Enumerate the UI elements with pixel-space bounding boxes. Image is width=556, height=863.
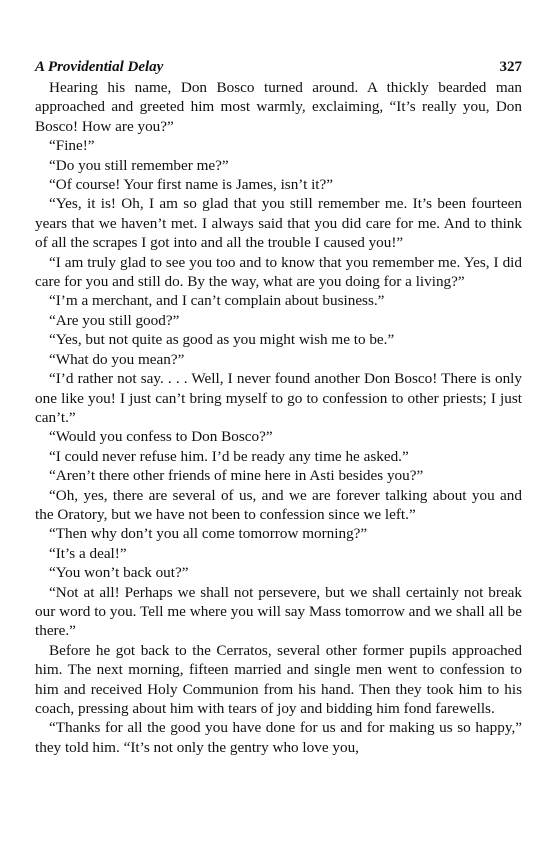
paragraph: “Do you still remember me?” bbox=[49, 156, 229, 174]
paragraph: “I’m a merchant, and I can’t complain about business.” bbox=[49, 292, 385, 310]
paragraph: “Fine!” bbox=[49, 137, 95, 155]
page-number: 327 bbox=[499, 59, 522, 75]
paragraph: Hearing his name, Don Bosco turned around. A thickly bearded man approached and greeted him most warmly, exclaiming, “It’s really you, Don Bosco! How are you?” bbox=[35, 79, 522, 135]
paragraph: “Thanks for all the good you have done for us and for making us so happy,” they told him. “It’s not only the gentry who love you, bbox=[35, 719, 522, 756]
paragraph: “Oh, yes, there are several of us, and we are forever talking about you and the Oratory, but we have not been to confession since we left.” bbox=[35, 486, 522, 523]
paragraph: “I could never refuse him. I’d be ready any time he asked.” bbox=[49, 447, 409, 465]
paragraph: “It’s a deal!” bbox=[49, 544, 127, 562]
paragraph: “Are you still good?” bbox=[49, 311, 180, 329]
book-page bbox=[35, 56, 522, 757]
paragraph: “Would you confess to Don Bosco?” bbox=[49, 428, 273, 446]
paragraph: “Yes, it is! Oh, I am so glad that you still remember me. It’s been fourteen years that we haven’t met. I always said that you did care for me. And to think of all the scrapes I got into and all the trouble I caused you!” bbox=[35, 195, 522, 252]
chapter-title: A Providential Delay bbox=[35, 59, 164, 75]
paragraph: “You won’t back out?” bbox=[49, 564, 189, 582]
paragraph: “Of course! Your first name is James, isn’t it?” bbox=[49, 176, 334, 194]
paragraph: “Aren’t there other friends of mine here in Asti besides you?” bbox=[49, 467, 424, 485]
running-header bbox=[35, 56, 522, 78]
paragraph: “What do you mean?” bbox=[49, 350, 185, 368]
body-text bbox=[35, 78, 522, 757]
paragraph: Before he got back to the Cerratos, several other former pupils approached him. The next morning, fifteen married and single men went to confession to him and received Holy Communion from his hand. Then they took him to his coach, pressing about him with tears of joy and bidding him fond farewells. bbox=[35, 641, 522, 717]
paragraph: “I’d rather not say. . . . Well, I never found another Don Bosco! There is only one like you! I just can’t bring myself to go to confession to other priests; I just can’t.” bbox=[35, 370, 522, 426]
paragraph: “Then why don’t you all come tomorrow morning?” bbox=[49, 525, 368, 543]
paragraph: “I am truly glad to see you too and to know that you remember me. Yes, I did care for you and still do. By the way, what are you doing for a living?” bbox=[35, 253, 522, 291]
paragraph: “Not at all! Perhaps we shall not persevere, but we shall certainly not break our word to you. Tell me where you will say Mass tomorrow and we shall all be there.” bbox=[35, 583, 522, 640]
paragraph: “Yes, but not quite as good as you might wish me to be.” bbox=[49, 331, 395, 349]
